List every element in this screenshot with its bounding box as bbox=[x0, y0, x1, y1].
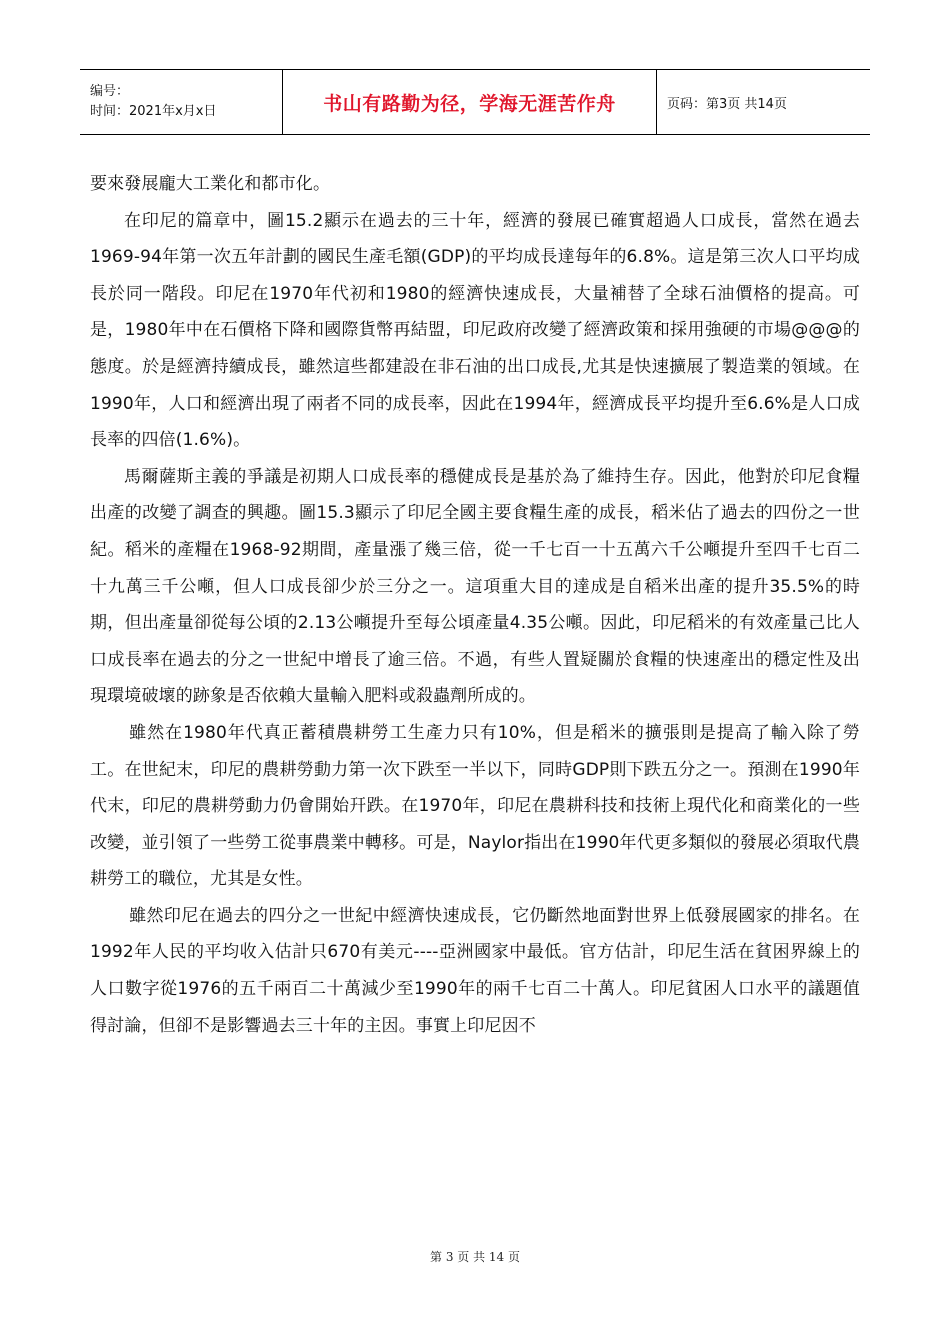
body-paragraph: 雖然印尼在過去的四分之一世紀中經濟快速成長，它仍斷然地面對世界上低發展國家的排名。在1992年人民的平均收入估計只670有美元----亞洲國家中最低。官方估計，印尼生活在貧困界線上的人口數字從1976的五千兩百二十萬減少至1990年的兩千七百二十萬人。印尼貧困人口水平的議題值得討論，但卻不是影響過去三十年的主因。事實上印尼因不 bbox=[90, 905, 860, 1036]
header-page-cell bbox=[657, 70, 870, 134]
header-page-number: 页码：第3页 共14页 bbox=[667, 96, 787, 112]
page-header bbox=[80, 69, 870, 135]
document-date-label: 时间：2021年x月x日 bbox=[90, 104, 217, 119]
body-paragraph: 雖然在1980年代真正蓄積農耕勞工生產力只有10%，但是稻米的擴張則是提高了輸入除了勞工。在世紀末，印尼的農耕勞動力第一次下跌至一半以下，同時GDP則下跌五分之一。預測在1990年代末，印尼的農耕勞動力仍會開始幵跌。在1970年，印尼在農耕科技和技術上現代化和商業化的一些改變，並引領了一些勞工從事農業中轉移。可是，Naylor指出在1990年代更多類似的發展必須取代農耕勞工的職位，尤其是女性。 bbox=[90, 722, 860, 890]
page-footer: 第 3 页 共 14 页 bbox=[430, 1250, 520, 1264]
header-motto-cell bbox=[283, 70, 657, 134]
body-paragraph: 馬爾薩斯主義的爭議是初期人口成長率的穩健成長是基於為了維持生存。因此，他對於印尼食糧出產的改變了調查的興趣。圖15.3顯示了印尼全國主要食糧生產的成長，稻米佔了過去的四份之一世紀。稻米的產糧在1968-92期間，產量漲了幾三倍，從一千七百一十五萬六千公噸提升至四千七百二十九萬三千公噸，但人口成長卻少於三分之一。這項重大目的達成是自稻米出產的提升35.5%的時期，但出產量卻從每公頃的2.13公噸提升至每公頃產量4.35公噸。因此，印尼稻米的有效產量己比人口成長率在過去的分之一世紀中增長了逾三倍。不過，有些人置疑關於食糧的快速產出的穩定性及出現環境破壞的跡象是否依賴大量輸入肥料或殺蟲劑所成的。 bbox=[90, 466, 860, 707]
header-meta bbox=[80, 70, 283, 134]
header-motto: 书山有路勤为径，学海无涯苦作舟 bbox=[323, 92, 616, 115]
body-paragraph: 要來發展龐大工業化和都市化。 bbox=[90, 174, 331, 194]
document-number-label: 编号： bbox=[90, 84, 130, 99]
body-paragraph: 在印尼的篇章中，圖15.2顯示在過去的三十年，經濟的發展已確實超過人口成長，當然在過去1969-94年第一次五年計劃的國民生產毛額(GDP)的平均成長達每年的6.8%。這是第三次人口平均成長於同一階段。印尼在1970年代初和1980的經濟快速成長，大量補替了全球石油價格的提高。可是，1980年中在石價格下降和國際貨幣再結盟，印尼政府改變了經濟政策和採用強硬的市場@@@的態度。於是經濟持續成長，雖然這些都建設在非石油的出口成長,尤其是快速擴展了製造業的領域。在1990年，人口和經濟出現了兩者不同的成長率，因此在1994年，經濟成長平均提升至6.6%是人口成長率的四倍(1.6%)。 bbox=[90, 210, 860, 451]
document-body bbox=[90, 166, 860, 1044]
